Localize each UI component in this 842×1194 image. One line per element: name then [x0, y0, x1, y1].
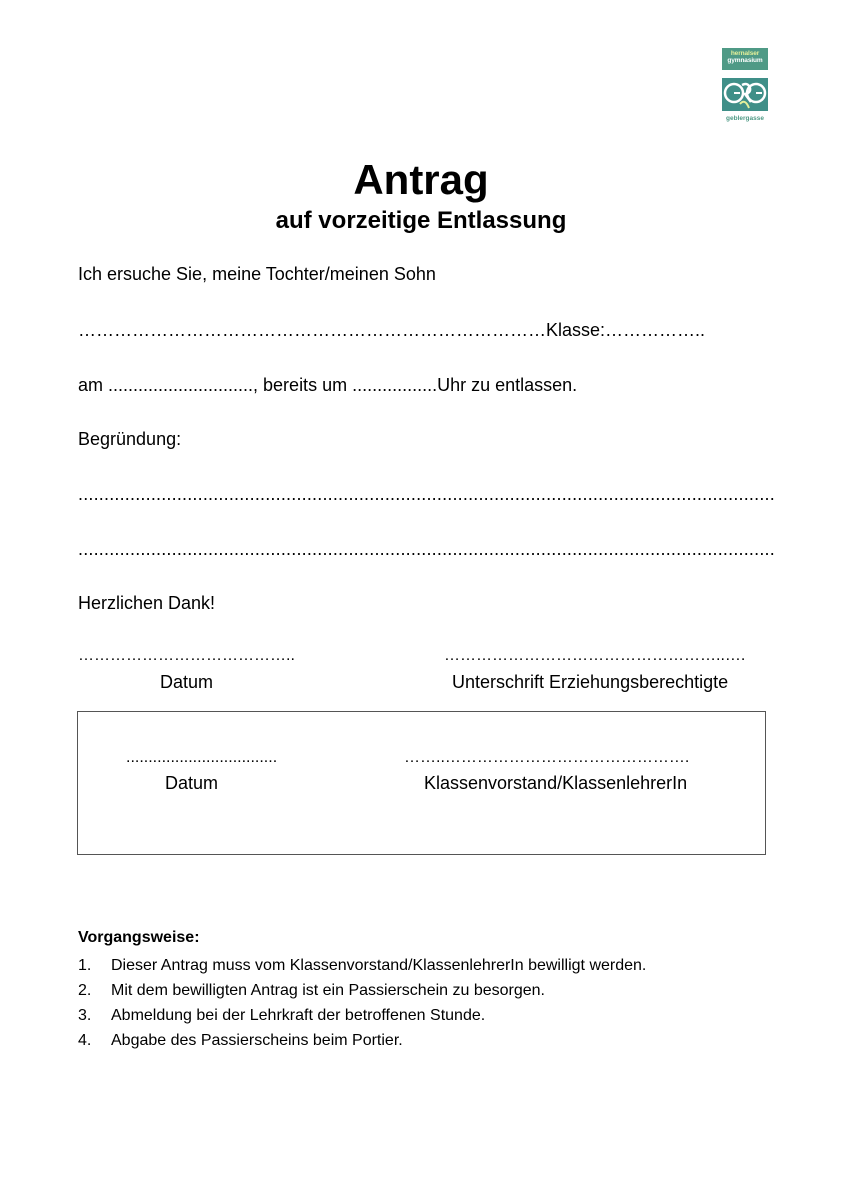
student-name-class-field[interactable]: ……………………………………………………………………Klasse:…………….. — [78, 320, 706, 340]
procedure-step — [78, 1006, 646, 1031]
parent-signature-field[interactable]: ……………………………………………..…. — [444, 647, 746, 664]
teacher-date-label: Datum — [165, 773, 219, 793]
parent-date-label: Datum — [160, 672, 214, 692]
reason-field-line-1[interactable]: ...................................................................................................................................... — [78, 484, 775, 504]
step-text: Mit dem bewilligten Antrag ist ein Passierschein zu besorgen. — [111, 982, 545, 999]
document-subtitle: auf vorzeitige Entlassung — [275, 207, 567, 234]
parent-signature-label: Unterschrift Erziehungsberechtigte — [452, 672, 729, 692]
step-number: 2. — [78, 982, 92, 999]
procedure-list — [78, 956, 646, 1056]
logo-line-1: hernalser — [730, 50, 760, 57]
request-line: Ich ersuche Sie, meine Tochter/meinen Sohn — [78, 264, 436, 284]
step-number: 3. — [78, 1007, 92, 1024]
logo-emblem — [722, 78, 768, 111]
thanks-text: Herzlichen Dank! — [78, 593, 216, 613]
procedure-step — [78, 956, 646, 981]
reason-field-line-2[interactable]: ...................................................................................................................................... — [78, 539, 775, 559]
step-text: Abmeldung bei der Lehrkraft der betroffenen Stunde. — [111, 1007, 486, 1024]
grg-emblem-icon — [722, 78, 768, 111]
logo-name-block — [722, 48, 768, 70]
reason-label: Begründung: — [78, 429, 182, 449]
step-number: 1. — [78, 957, 92, 974]
procedure-step — [78, 1031, 646, 1056]
teacher-signature-label: Klassenvorstand/KlassenlehrerIn — [424, 773, 688, 793]
teacher-signature-field[interactable]: ……..………………………………………. — [404, 749, 690, 766]
date-time-field[interactable]: am ............................., bereits um .................Uhr zu entlassen. — [78, 375, 578, 395]
procedure-step — [78, 981, 646, 1006]
school-logo — [722, 48, 768, 126]
document-title: Antrag — [353, 156, 489, 203]
step-number: 4. — [78, 1032, 92, 1049]
logo-location: geblergasse — [726, 115, 764, 122]
procedure-heading: Vorgangsweise: — [78, 929, 200, 946]
step-text: Abgabe des Passierscheins beim Portier. — [111, 1032, 403, 1049]
parent-date-field[interactable]: ………………………………….. — [78, 647, 295, 664]
step-text: Dieser Antrag muss vom Klassenvorstand/KlassenlehrerIn bewilligt werden. — [111, 957, 647, 974]
logo-line-2: gymnasium — [727, 57, 763, 64]
teacher-date-field[interactable]: .................................. — [126, 749, 278, 766]
